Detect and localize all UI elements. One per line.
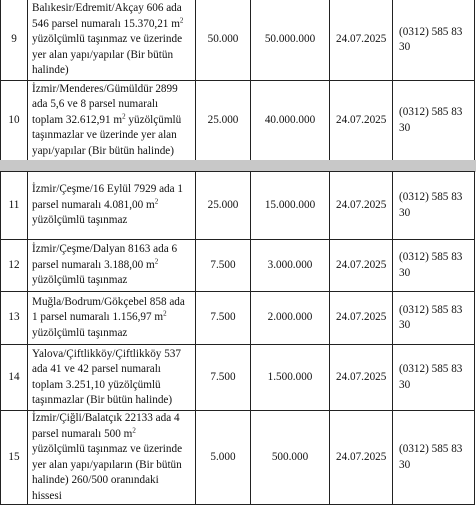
description-text-cont: yüzölçümlü taşınmaz ve üzerinde yer alan yapı/yapılar (Bir bütün halinde): [32, 33, 183, 77]
description-text: İzmir/Çeşme/16 Eylül 7929 ada 1 parsel numaralı 4.081,00 m: [32, 183, 183, 211]
price-value: 1.500.000: [251, 345, 330, 411]
row-number: 12: [1, 240, 28, 292]
property-description: [28, 0, 196, 81]
date-value: 24.07.2025: [330, 0, 393, 81]
description-text-cont: yüzölçümlü taşınmaz ve üzerinde yer alan yapı/yapıların (Bir bütün halinde) 260/500 oranındaki hissesi: [32, 443, 183, 502]
date-value: 24.07.2025: [330, 81, 393, 161]
phone-value: (0312) 585 83 30: [393, 0, 475, 81]
superscript: 2: [163, 309, 167, 318]
superscript: 2: [154, 197, 159, 206]
row-number: 14: [1, 345, 28, 411]
phone-value: (0312) 585 83 30: [393, 81, 475, 161]
description-text: İzmir/Çiğli/Balatçık 22133 ada 4 parsel numaralı 500 m: [32, 412, 180, 440]
row-number: 13: [1, 292, 28, 345]
table-row: [1, 292, 475, 345]
area-value: 7.500: [196, 345, 251, 411]
phone-value: (0312) 585 83 30: [393, 345, 475, 411]
price-value: 50.000.000: [251, 0, 330, 81]
description-text-cont: yüzölçümlü taşınmazlar ve üzerinde yer alan yapı/yapılar (Bir bütün halinde): [32, 113, 182, 157]
table-row: [1, 411, 475, 505]
area-value: 7.500: [196, 292, 251, 345]
area-value: 7.500: [196, 240, 251, 292]
row-number: 9: [1, 0, 28, 81]
property-description: [28, 411, 196, 505]
date-value: 24.07.2025: [330, 240, 393, 292]
description-text-cont: yüzölçümlü taşınmaz: [32, 274, 128, 287]
phone-value: (0312) 585 83 30: [393, 411, 475, 505]
date-value: 24.07.2025: [330, 411, 393, 505]
date-value: 24.07.2025: [330, 172, 393, 240]
row-number: 11: [1, 172, 28, 240]
date-value: 24.07.2025: [330, 292, 393, 345]
area-value: 25.000: [196, 81, 251, 161]
area-value: 50.000: [196, 0, 251, 81]
superscript: 2: [122, 112, 126, 121]
row-number: 15: [1, 411, 28, 505]
property-description: Yalova/Çiftlikköy/Çiftlikköy 537 ada 41 ve 42 parsel numaralı toplam 3.251,10 yüzölçümlü taşınmazlar (Bir bütün halinde): [28, 345, 196, 411]
auction-table-bottom: [0, 171, 475, 505]
area-value: 25.000: [196, 172, 251, 240]
superscript: 2: [154, 257, 159, 266]
price-value: 40.000.000: [251, 81, 330, 161]
price-value: 15.000.000: [251, 172, 330, 240]
table-row: [1, 172, 475, 240]
phone-value: (0312) 585 83 30: [393, 240, 475, 292]
date-value: 24.07.2025: [330, 345, 393, 411]
table-row: [1, 81, 475, 161]
table-row: [1, 240, 475, 292]
property-description: [28, 172, 196, 240]
description-text-cont: yüzölçümlü taşınmaz: [32, 326, 128, 339]
superscript: 2: [132, 425, 136, 434]
description-text: İzmir/Çeşme/Dalyan 8163 ada 6 parsel numaralı 3.188,00 m: [32, 243, 178, 271]
price-value: 500.000: [251, 411, 330, 505]
phone-value: (0312) 585 83 30: [393, 292, 475, 345]
row-number: 10: [1, 81, 28, 161]
area-value: 5.000: [196, 411, 251, 505]
description-text: Muğla/Bodrum/Gökçebel 858 ada 1 parsel numaralı 1.156,97 m: [32, 295, 185, 324]
superscript: 2: [179, 16, 184, 25]
price-value: 2.000.000: [251, 292, 330, 345]
property-description: [28, 292, 196, 345]
description-text: Balıkesir/Edremit/Akçay 606 ada 546 parsel numaralı 15.370,21 m: [32, 2, 182, 30]
phone-value: (0312) 585 83 30: [393, 172, 475, 240]
table-row: [1, 0, 475, 81]
table-row: [1, 345, 475, 411]
property-description: [28, 81, 196, 161]
description-text: İzmir/Menderes/Gümüldür 2899 ada 5,6 ve 8 parsel numaralı toplam 32.612,91 m: [32, 82, 178, 126]
price-value: 3.000.000: [251, 240, 330, 292]
property-description: [28, 240, 196, 292]
description-text-cont: yüzölçümlü taşınmaz: [32, 214, 128, 227]
auction-table-top: [0, 0, 475, 161]
